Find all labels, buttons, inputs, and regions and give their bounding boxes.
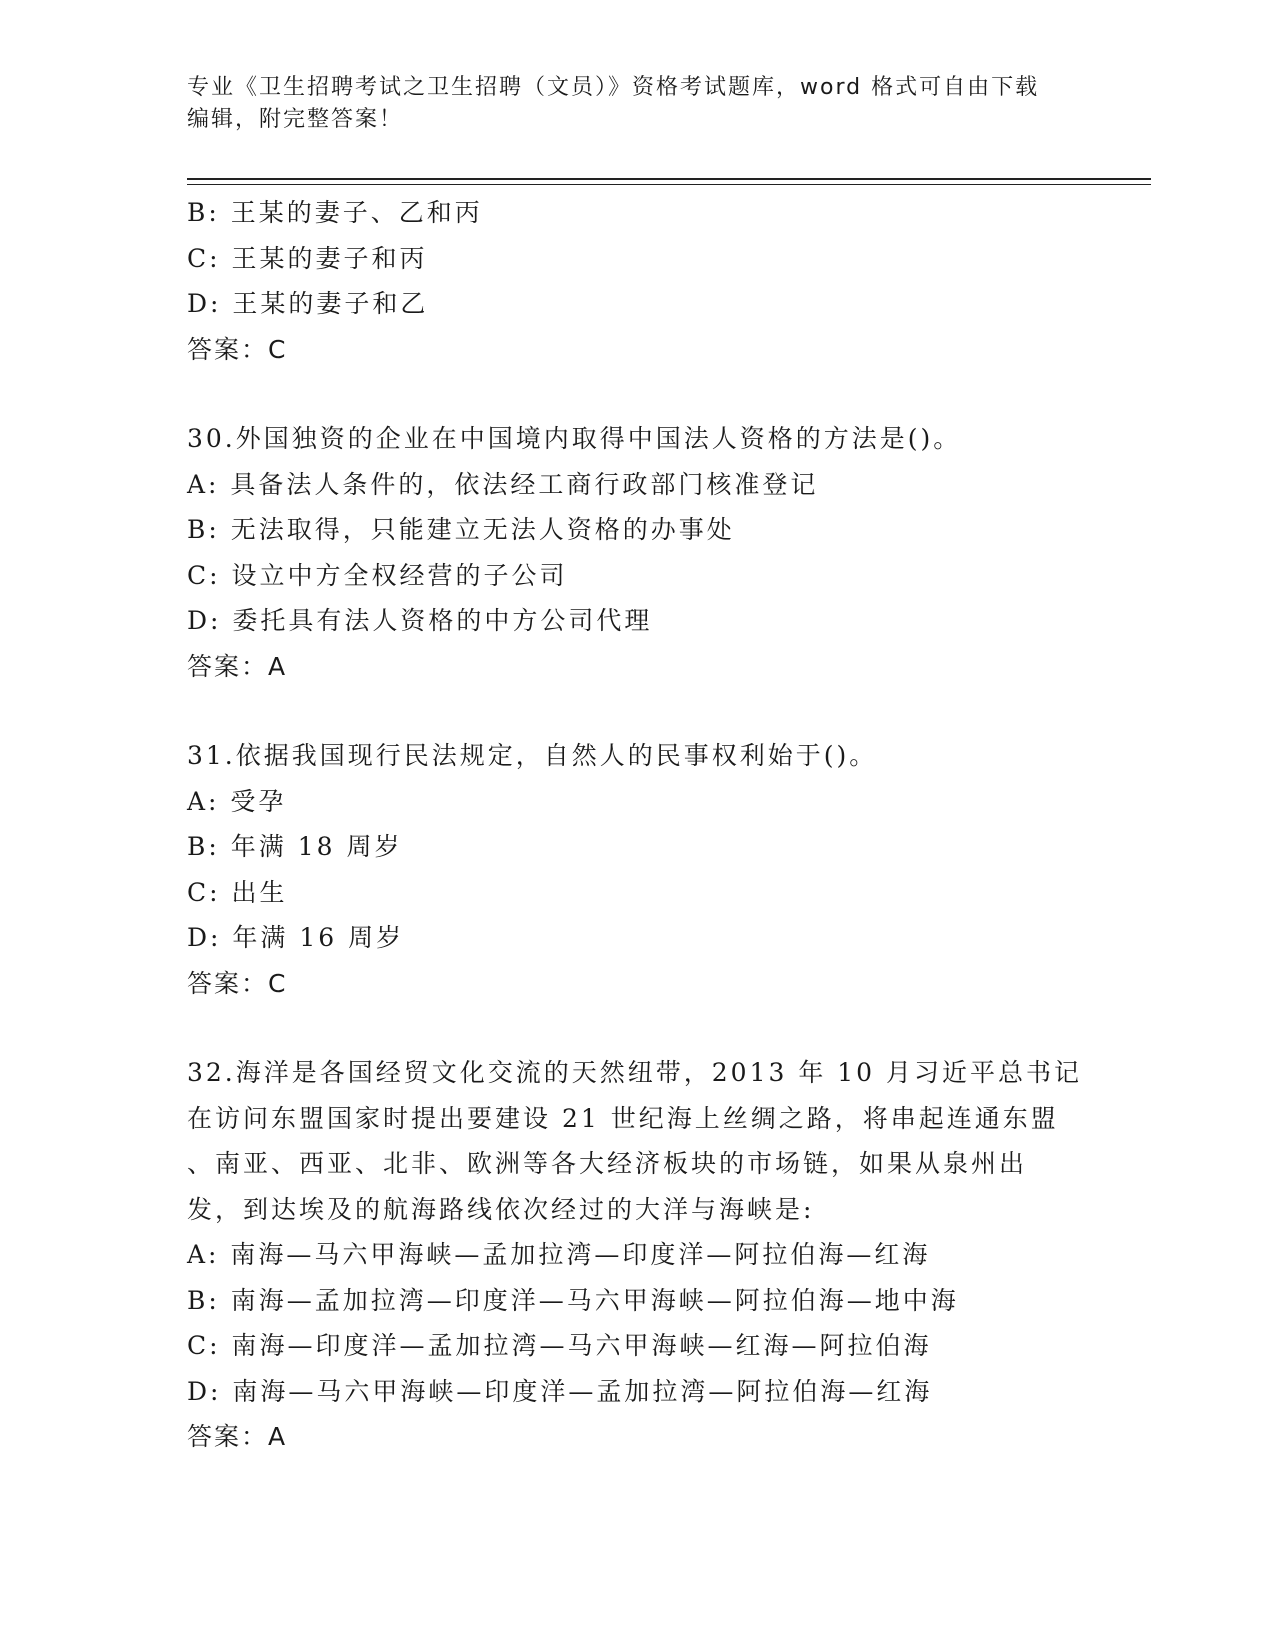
option-d: D: 王某的妻子和乙 <box>187 289 429 318</box>
question-31 <box>187 733 1087 1006</box>
option-b: B: 年满 18 周岁 <box>187 832 403 861</box>
question-stem-line-4: 发，到达埃及的航海路线依次经过的大洋与海峡是: <box>187 1194 815 1224</box>
question-stem: 30.外国独资的企业在中国境内取得中国法人资格的方法是()。 <box>187 424 962 453</box>
option-d: D: 委托具有法人资格的中方公司代理 <box>187 606 653 635</box>
option-a: A: 具备法人条件的，依法经工商行政部门核准登记 <box>187 469 819 499</box>
answer-label: 答案：A <box>187 1422 288 1451</box>
answer-label: 答案：C <box>187 334 288 364</box>
question-stem-line-1: 32.海洋是各国经贸文化交流的天然纽带，2013 年 10 月习近平总书记 <box>187 1058 1083 1087</box>
answer-label: 答案：C <box>187 968 288 998</box>
header-divider-thin <box>187 184 1151 185</box>
option-b: B: 无法取得，只能建立无法人资格的办事处 <box>187 515 735 544</box>
spacer <box>187 689 1087 733</box>
option-b: B: 王某的妻子、乙和丙 <box>187 198 483 227</box>
question-stem: 31.依据我国现行民法规定，自然人的民事权利始于()。 <box>187 741 878 770</box>
document-header <box>187 72 1067 136</box>
spacer <box>187 1006 1087 1050</box>
question-stem-line-3: 、南亚、西亚、北非、欧洲等各大经济板块的市场链，如果从泉州出 <box>187 1149 1028 1178</box>
question-29-continuation <box>187 190 1087 372</box>
option-c: C: 南海—印度洋—孟加拉湾—马六甲海峡—红海—阿拉伯海 <box>187 1331 932 1360</box>
header-divider-thick <box>187 178 1151 180</box>
question-30 <box>187 416 1087 689</box>
option-c: C: 设立中方全权经营的子公司 <box>187 560 568 590</box>
answer-label: 答案：A <box>187 651 288 681</box>
option-c: C: 王某的妻子和丙 <box>187 243 428 273</box>
option-a: A: 南海—马六甲海峡—孟加拉湾—印度洋—阿拉伯海—红海 <box>187 1240 931 1269</box>
option-c: C: 出生 <box>187 877 288 907</box>
option-d: D: 年满 16 周岁 <box>187 923 405 952</box>
option-d: D: 南海—马六甲海峡—印度洋—孟加拉湾—阿拉伯海—红海 <box>187 1376 933 1406</box>
spacer <box>187 372 1087 416</box>
question-list <box>187 190 1087 1460</box>
header-line-1: 专业《卫生招聘考试之卫生招聘（文员）》资格考试题库，word 格式可自由下载 <box>187 75 1040 100</box>
option-b: B: 南海—孟加拉湾—印度洋—马六甲海峡—阿拉伯海—地中海 <box>187 1285 959 1315</box>
question-32 <box>187 1050 1087 1460</box>
question-stem-line-2: 在访问东盟国家时提出要建设 21 世纪海上丝绸之路，将串起连通东盟 <box>187 1103 1059 1133</box>
header-line-2: 编辑，附完整答案！ <box>187 107 404 132</box>
option-a: A: 受孕 <box>187 786 287 816</box>
